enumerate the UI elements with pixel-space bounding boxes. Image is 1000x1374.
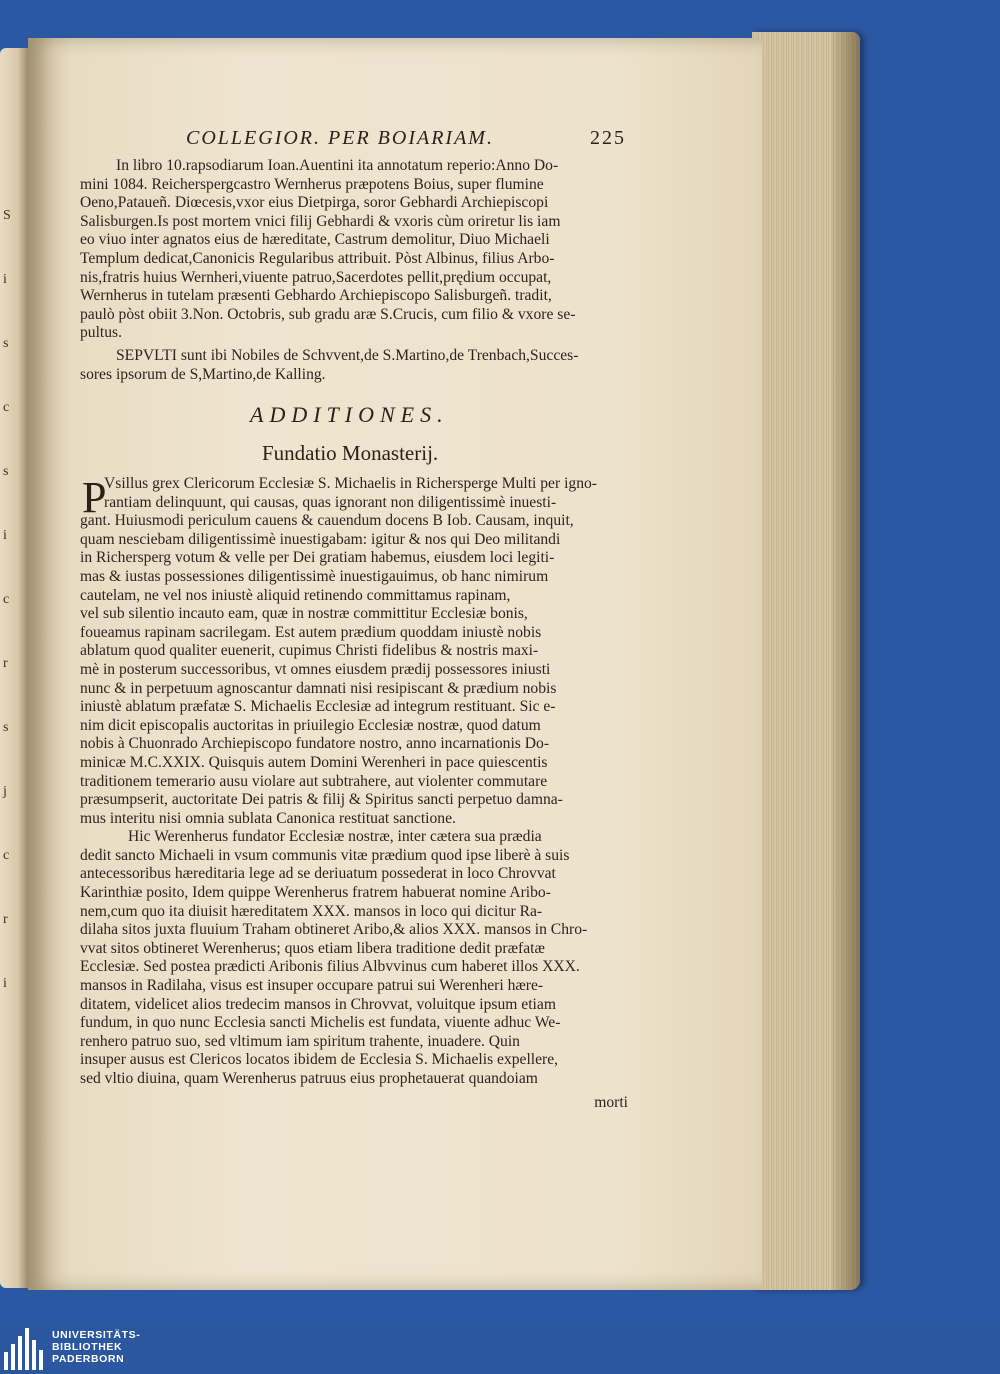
text-line: nem,cum quo ita diuisit hæreditatem XXX. mansos in loco qui dicitur Ra- bbox=[80, 902, 543, 920]
text-line: ablatum quod qualiter euenerit, cupimus Christi fidelibus & nostris maxi- bbox=[80, 642, 539, 660]
text-line: gant. Huiusmodi periculum cauens & cauendum docens B Iob. Causam, inquit, bbox=[80, 512, 574, 530]
facing-page-glyph: i bbox=[3, 976, 7, 991]
library-logo-text bbox=[52, 1329, 140, 1365]
text-line: fundum, in quo nunc Ecclesia sancti Michelis est fundata, viuente adhuc We- bbox=[80, 1014, 561, 1032]
paragraph-fundatio bbox=[80, 475, 628, 1089]
facing-page-glyph: s bbox=[3, 720, 9, 735]
text-line: rantiam delinquunt, qui causas, quas ignorant non diligentissimè inuesti- bbox=[104, 493, 557, 511]
text-line: mè in posterum successoribus, vt omnes eiusdem prædij possessores iniusti bbox=[80, 660, 551, 678]
text-line: dilaha sitos juxta fluuium Traham obtineret Aribo,& alios XXX. mansos in Chro- bbox=[80, 921, 588, 939]
facing-page-glyph: c bbox=[3, 400, 10, 415]
text-line: nunc & in perpetuum agnoscantur damnati nisi resipiscant & prædium nobis bbox=[80, 679, 557, 697]
library-footer bbox=[0, 1324, 1000, 1374]
text-line: eo viuo inter agnatos eius de hæreditate, Castrum demolitur, Diuo Michaeli bbox=[80, 231, 550, 249]
text-line: dedit sancto Michaeli in vsum communis vitæ prædium quod ipse liberè à suis bbox=[80, 846, 570, 864]
text-line: pultus. bbox=[80, 324, 123, 342]
facing-page-glyph: r bbox=[3, 656, 8, 671]
facing-page-glyph: r bbox=[3, 912, 8, 927]
facing-page-glyph: j bbox=[3, 784, 7, 799]
text-line: Vsillus grex Clericorum Ecclesiæ S. Michaelis in Richersperge Multi per igno- bbox=[104, 475, 597, 492]
running-head bbox=[186, 127, 626, 157]
text-line: iniustè ablatum præfatæ S. Michaelis Ecclesiæ ad integrum restituant. Sic e- bbox=[80, 698, 556, 716]
text-line: In libro 10.rapsodiarum Ioan.Auentini ita annotatum reperio:Anno Do- bbox=[116, 157, 559, 174]
drop-capital: P bbox=[82, 473, 107, 522]
text-line: mini 1084. Reicherspergcastro Wernherus præpotens Boius, super flumine bbox=[80, 175, 544, 193]
text-line: foueamus rapinam sacrilegam. Est autem prædium quoddam iniustè nobis bbox=[80, 623, 542, 641]
text-line: mas & iustas possessiones diligentissimè inuestigauimus, ob hanc nimirum bbox=[80, 567, 549, 585]
text-line: Templum dedicat,Canonicis Regularibus attribuit. Pòst Albinus, filius Arbo- bbox=[80, 249, 555, 267]
text-line: quam nesciebam diligentissimè inuestigabam: igitur & nos qui Deo militandi bbox=[80, 530, 561, 548]
library-logo-line3: PADERBORN bbox=[52, 1353, 125, 1365]
text-line: nis,fratris huius Wernheri,viuente patruo,Sacerdotes pellit,prędium occupat, bbox=[80, 268, 552, 286]
page-number: 225 bbox=[590, 127, 626, 149]
text-line: mansos in Radilaha, visus est insuper occupare patrui sui Werenheri hære- bbox=[80, 977, 544, 995]
text-line: nim dicit episcopalis auctoritas in priuilegio Ecclesiæ nostræ, quod datum bbox=[80, 716, 541, 734]
text-line: ditatem, videlicet alios tredecim mansos in Chrovvat, voluitque ipsum etiam bbox=[80, 995, 556, 1013]
library-logo-icon bbox=[4, 1328, 44, 1370]
text-line: renhero patruo suo, sed vltimum iam spiritum trahente, inuadere. Quin bbox=[80, 1032, 520, 1050]
facing-page-glyph: c bbox=[3, 592, 10, 607]
text-line: antecessoribus hæreditaria lege ad se deriuatum possederat in loco Chrovvat bbox=[80, 865, 556, 883]
paragraph-sepulti bbox=[80, 347, 628, 384]
facing-page-glyph: s bbox=[3, 464, 9, 479]
text-line: traditionem temerario ausu violare aut subtrahere, aut violenter commutare bbox=[80, 772, 548, 790]
facing-page-edge bbox=[0, 48, 30, 1288]
text-line: nobis à Chuonrado Archiepiscopo fundatore nostro, anno incarnationis Do- bbox=[80, 735, 550, 753]
text-line: sores ipsorum de S,Martino,de Kalling. bbox=[80, 365, 326, 383]
text-line: sed vltio diuina, quam Werenherus patruus eius prophetauerat quandoiam bbox=[80, 1070, 538, 1087]
text-line: SEPVLTI sunt ibi Nobiles de Schvvent,de S.Martino,de Trenbach,Succes- bbox=[116, 347, 579, 364]
text-line: Karinthiæ posito, Idem quippe Werenherus fratrem habuerat nomine Aribo- bbox=[80, 884, 551, 902]
text-line: Hic Werenherus fundator Ecclesiæ nostræ, inter cætera sua prædia bbox=[128, 828, 542, 846]
text-line: in Richersperg votum & velle per Dei gratiam habemus, eiusdem loci legiti- bbox=[80, 549, 555, 567]
text-line: Oeno,Pataueñ. Diœcesis,vxor eius Dietpirga, soror Gebhardi Archiepiscopi bbox=[80, 194, 549, 212]
text-line: Salisburgen.Is post mortem vnici filij Gebhardi & vxoris cùm oriretur lis iam bbox=[80, 212, 561, 230]
text-line: Ecclesiæ. Sed postea prædicti Aribonis filius Albvvinus cum haberet illos XXX. bbox=[80, 958, 580, 976]
page-block-edge bbox=[752, 32, 860, 1290]
facing-page-glyph: S bbox=[3, 208, 11, 223]
text-line: vvat sitos obtineret Werenherus; quos etiam libera traditione dedit præfatæ bbox=[80, 939, 545, 957]
text-line: cautelam, ne vel nos iniustè aliquid retinendo committamus rapinam, bbox=[80, 586, 511, 604]
text-line: Wernherus in tutelam præsenti Gebhardo Archiepiscopo Salisburgeñ. tradit, bbox=[80, 287, 552, 305]
text-line: vel sub silentio incauto eam, quæ in nostræ committitur Ecclesiæ bonis, bbox=[80, 605, 528, 623]
heading-fundatio: Fundatio Monasterij. bbox=[262, 441, 439, 465]
text-line: mus interitu nisi omnia sublata Canonica restituat sanctione. bbox=[80, 809, 456, 827]
facing-page-glyph: c bbox=[3, 848, 10, 863]
text-line: paulò pòst obiit 3.Non. Octobris, sub gradu aræ S.Crucis, cum filio & vxore se- bbox=[80, 305, 576, 323]
library-logo-line1: UNIVERSITÄTS- bbox=[52, 1329, 141, 1341]
text-line: insuper ausus est Clericos locatos ibidem de Ecclesia S. Michaelis expellere, bbox=[80, 1051, 559, 1069]
catchword: morti bbox=[594, 1094, 628, 1111]
library-logo-line2: BIBLIOTHEK bbox=[52, 1341, 123, 1353]
facing-page-glyph: s bbox=[3, 336, 9, 351]
text-line: præsumpserit, auctoritate Dei patris & filij & Spiritus sancti perpetuo damna- bbox=[80, 791, 563, 809]
facing-page-glyph: i bbox=[3, 272, 7, 287]
running-head-title: COLLEGIOR. PER BOIARIAM. bbox=[186, 127, 494, 149]
text-line: minicæ M.C.XXIX. Quisquis autem Domini Werenheri in pace quiescentis bbox=[80, 753, 548, 771]
heading-additiones: ADDITIONES. bbox=[250, 402, 449, 427]
paragraph-avintinus bbox=[80, 157, 628, 343]
facing-page-glyph: i bbox=[3, 528, 7, 543]
